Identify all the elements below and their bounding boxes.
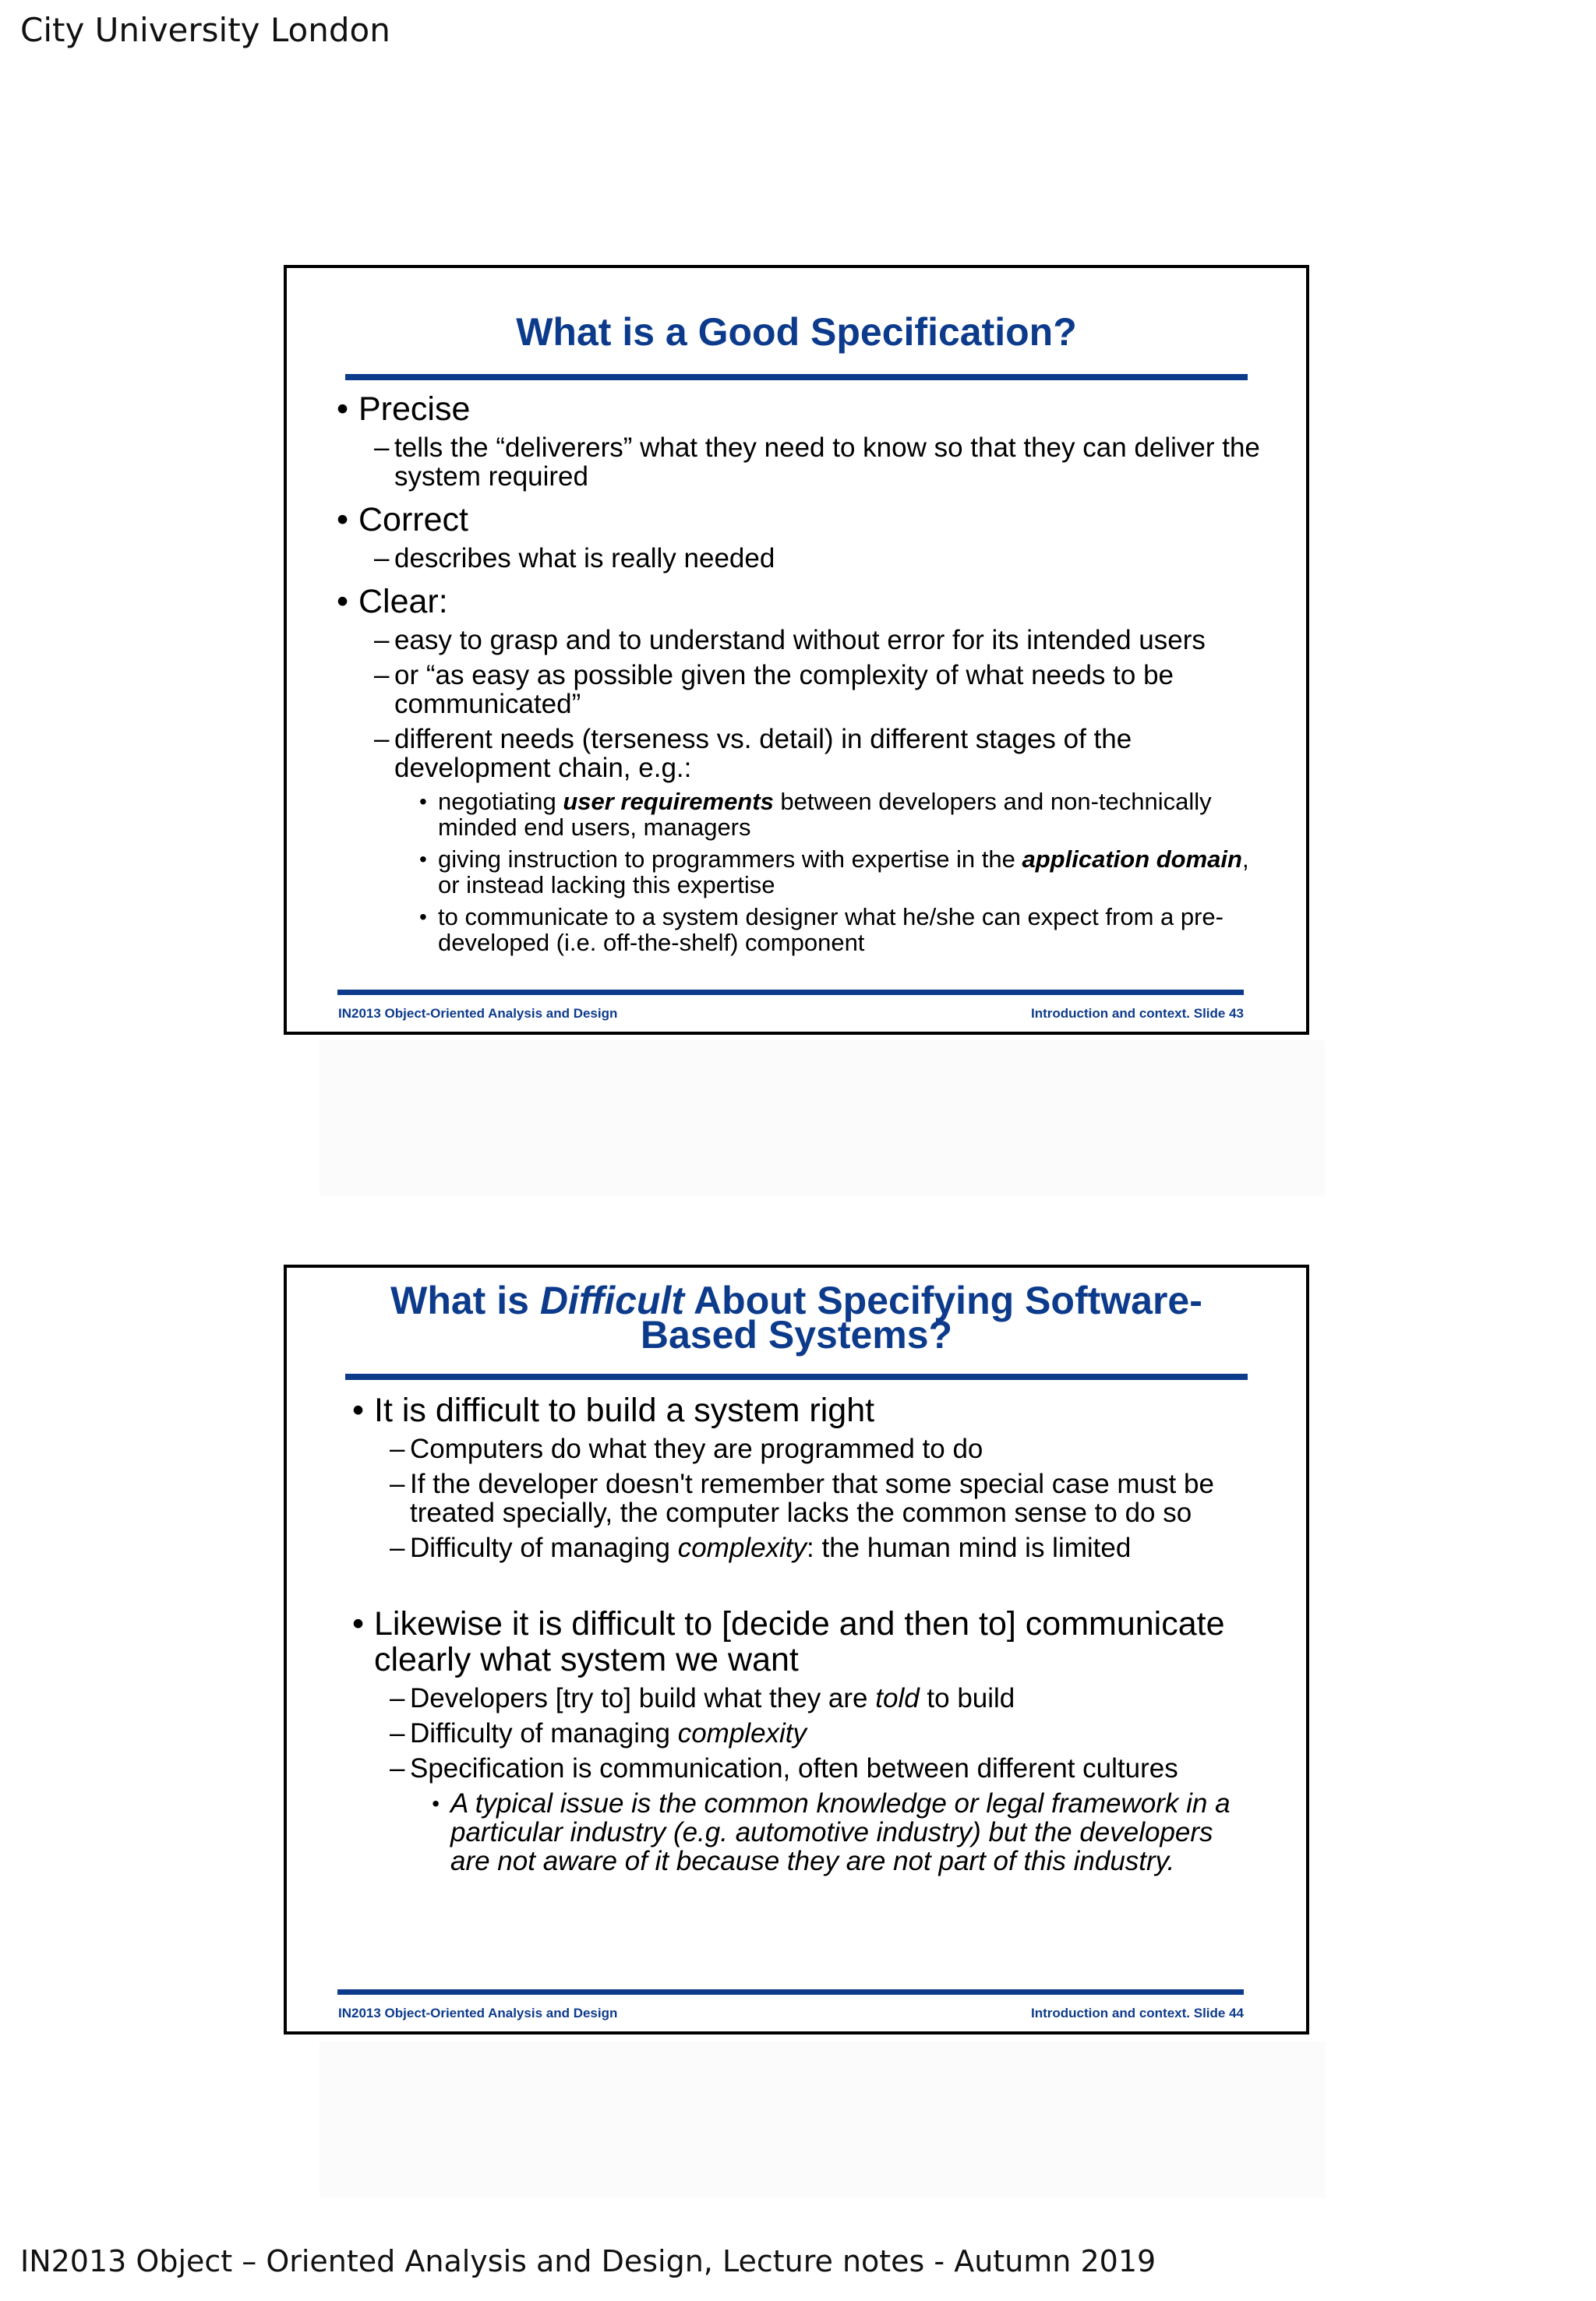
sub-bullet xyxy=(387,1684,1236,1713)
emphasis: user requirements xyxy=(563,788,774,815)
page-footer: IN2013 Object – Oriented Analysis and Design, Lecture notes - Autumn 2019 xyxy=(20,2244,1156,2278)
bullet-precise: • Precise xyxy=(327,391,1267,427)
spacer xyxy=(343,1562,1236,1595)
title-rule xyxy=(345,1374,1248,1380)
text: : the human mind is limited xyxy=(807,1533,1132,1563)
text: Difficulty of managing xyxy=(410,1718,678,1749)
emphasis: complexity xyxy=(677,1718,807,1749)
sub-bullet xyxy=(387,1533,1236,1562)
slide-44 xyxy=(284,1265,1309,2035)
sub-bullet: – Specification is communication, often between different cultures xyxy=(387,1754,1236,1783)
slide-body xyxy=(327,391,1267,955)
sub-bullet: – tells the “deliverers” what they need to know so that they can deliver the system required xyxy=(371,433,1267,491)
emphasis: application domain xyxy=(1022,845,1242,873)
slide-shadow xyxy=(320,2042,1325,2197)
bullet: • Likewise it is difficult to [decide and then to] communicate clearly what system we want xyxy=(343,1606,1236,1678)
sub-bullet: – describes what is really needed xyxy=(371,544,1267,573)
emphasis: complexity xyxy=(677,1533,807,1563)
title-text: About Specifying Software-Based Systems? xyxy=(640,1279,1202,1357)
text: to build xyxy=(919,1683,1015,1713)
title-emphasis: Difficult xyxy=(539,1279,685,1322)
slide-title xyxy=(334,1279,1259,1357)
emphasis: told xyxy=(875,1683,920,1713)
sub-sub-bullet xyxy=(416,789,1267,840)
text: Difficulty of managing xyxy=(410,1533,678,1563)
slide-shadow xyxy=(320,1040,1325,1196)
sub-bullet xyxy=(387,1719,1236,1748)
page-header: City University London xyxy=(20,11,390,49)
title-rule xyxy=(345,374,1248,380)
slide-title: What is a Good Specification? xyxy=(516,310,1077,354)
bullet-correct: • Correct xyxy=(327,502,1267,538)
sub-bullet: – easy to grasp and to understand without error for its intended users xyxy=(371,626,1267,655)
footer-rule xyxy=(337,1989,1244,1995)
sub-sub-bullet xyxy=(416,846,1267,898)
sub-bullet: – Computers do what they are programmed to do xyxy=(387,1435,1236,1463)
text: giving instruction to programmers with expertise in the xyxy=(438,845,1022,873)
bullet-clear: • Clear: xyxy=(327,584,1267,619)
sub-sub-bullet: • A typical issue is the common knowledge or legal framework in a particular industry (e.g. automotive industry) but the developers are not aware of it because they are not part of this industry. xyxy=(429,1789,1236,1876)
slide-footer-course: IN2013 Object-Oriented Analysis and Design xyxy=(338,1006,618,1021)
text: between developers and non-technically minded end users, managers xyxy=(438,788,1212,841)
slide-body xyxy=(343,1392,1236,1876)
footer-rule xyxy=(337,990,1244,995)
sub-bullet: – or “as easy as possible given the complexity of what needs to be communicated” xyxy=(371,661,1267,718)
sub-sub-bullet: • to communicate to a system designer what he/she can expect from a pre-developed (i.e. off-the-shelf) component xyxy=(416,904,1267,955)
slide-43 xyxy=(284,265,1309,1035)
slide-footer-number: Introduction and context. Slide 44 xyxy=(1031,2006,1244,2020)
sub-bullet: – If the developer doesn't remember that some special case must be treated specially, the computer lacks the common sense to do so xyxy=(387,1470,1236,1527)
slide-footer-number: Introduction and context. Slide 43 xyxy=(1031,1006,1244,1021)
bullet: • It is difficult to build a system right xyxy=(343,1392,1236,1428)
text: negotiating xyxy=(438,788,563,815)
sub-bullet: – different needs (terseness vs. detail) in different stages of the development chain, e.g.: xyxy=(371,725,1267,782)
text: Developers [try to] build what they are xyxy=(410,1683,876,1713)
title-text: What is xyxy=(390,1279,540,1322)
text: , or instead lacking this expertise xyxy=(438,845,1249,898)
slide-footer-course: IN2013 Object-Oriented Analysis and Design xyxy=(338,2006,618,2020)
